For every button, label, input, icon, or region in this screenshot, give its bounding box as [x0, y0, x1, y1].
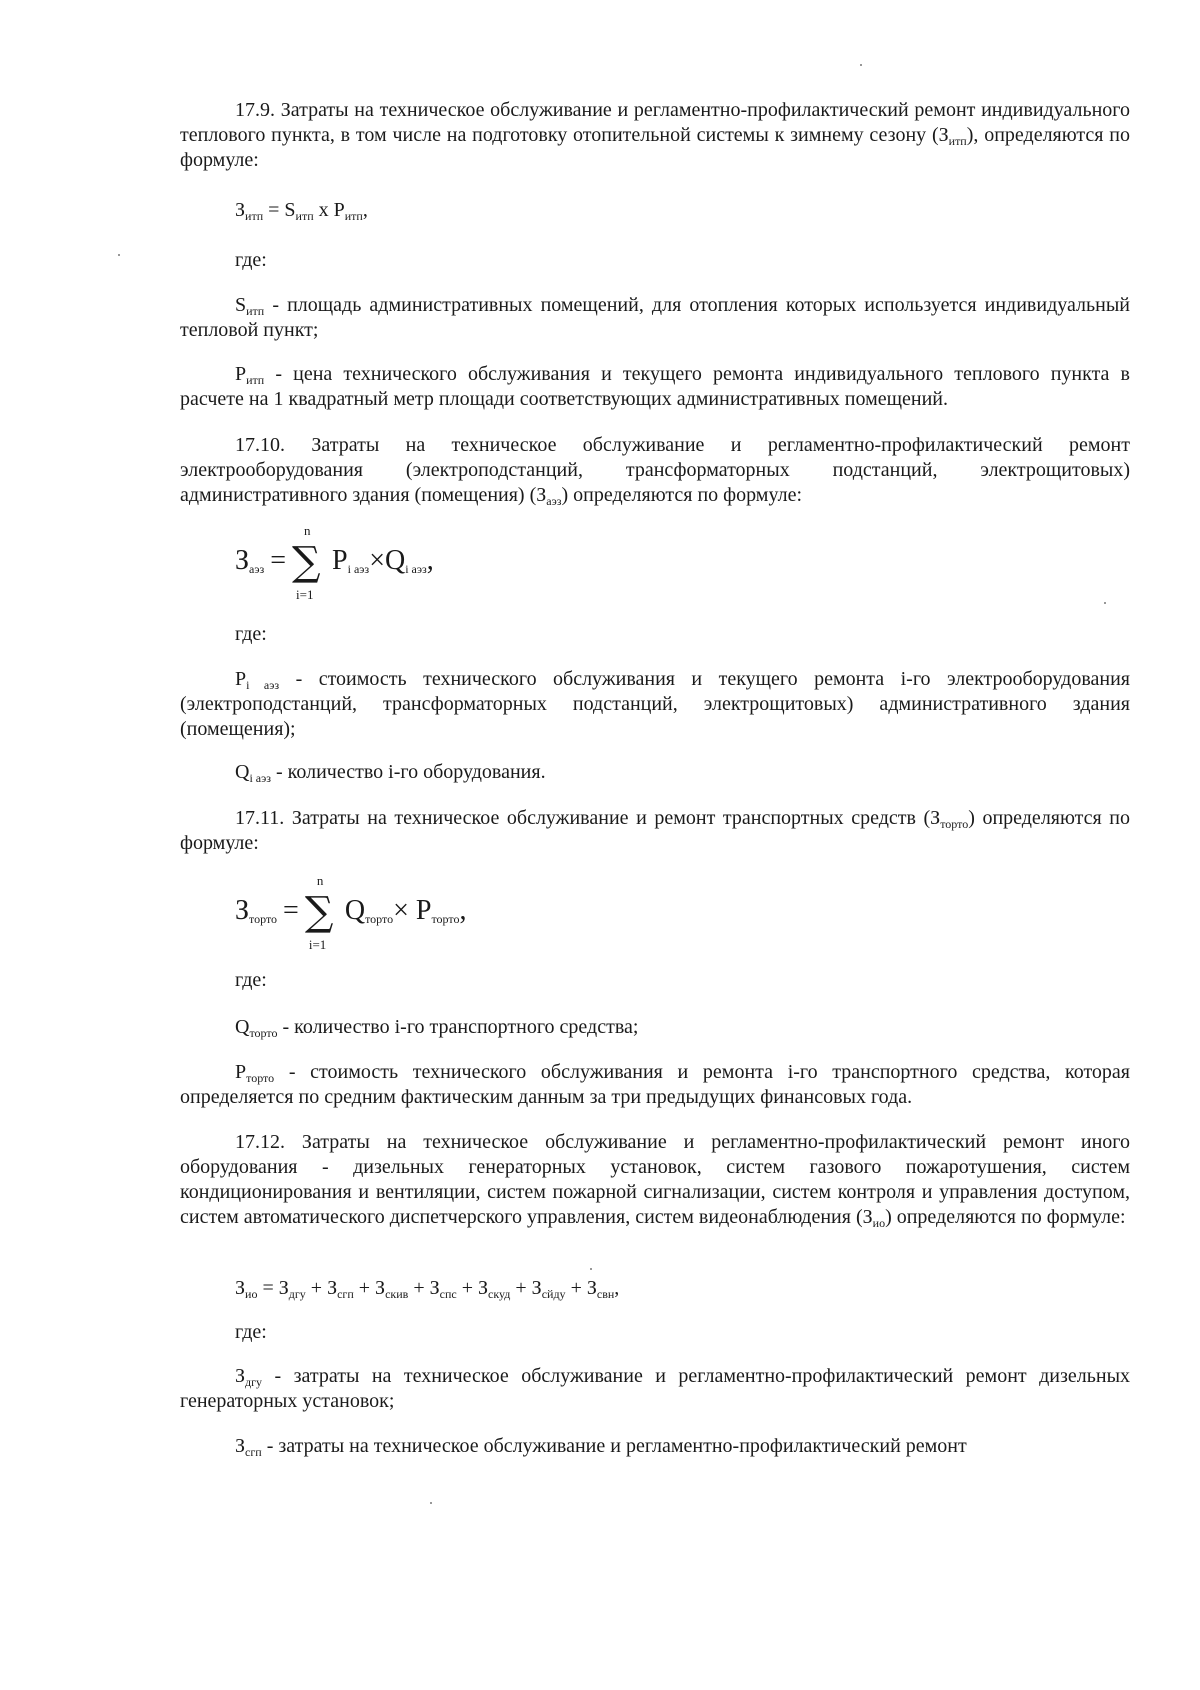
definition-p-torto: $P_{торто}$ - стоимость технического обслуживания и ремонта i-го транспортного средства, которая определяется по средним фактическим данным за три предыдущих финансовых года.	[180, 1061, 1130, 1108]
definition-q-aez: $Q_{i аэз}$ - количество i-го оборудования.	[235, 761, 546, 785]
paragraph-17-10	[180, 433, 1130, 508]
formula-io: $З_{ио} = З_{дгу} + З_{сгп} + З_{скив} + З_{спс} + З_{скуд} + З_{сйду} + З_{свн}$,	[235, 1277, 620, 1301]
subscript: итп	[948, 134, 967, 148]
paragraph-text: ) определяются по формуле:	[561, 484, 802, 506]
definition-z-sgp: $З_{сгп}$ - затраты на техническое обслуживание и регламентно-профилактический ремонт	[235, 1435, 967, 1459]
scan-speck	[860, 64, 862, 66]
formula-aez: $З_{аэз}$ = n ∑ i=1 $P_{i аэз}\times Q_{i аэз}$,	[235, 523, 434, 602]
paragraph-text: ), определяются по формуле:	[180, 124, 1131, 171]
sum-sign: n ∑ i=1	[292, 523, 321, 602]
paragraph-17-12	[180, 1130, 1130, 1230]
sum-sign: n ∑ i=1	[304, 873, 334, 952]
definition-q-torto: $Q_{торто}$ - количество i-го транспортного средства;	[235, 1016, 639, 1040]
subscript: торто	[940, 817, 969, 831]
formula-torto: $З_{торто}$ = n ∑ i=1 $Q_{торто}\times P_{торто}$,	[235, 873, 467, 952]
definition-s-itp: $S_{итп}$ - площадь административных помещений, для отопления которых используется индивидуальный тепловой пункт;	[180, 294, 1130, 341]
paragraph-text: 17.11. Затраты на техническое обслуживание и ремонт транспортных средств (З	[235, 807, 941, 829]
paragraph-text: 17.12. Затраты на техническое обслуживание и регламентно-профилактический ремонт иного оборудования - дизельных генераторных установок, систем газового пожаротушения, систем кондиционирования и вентиляции, систем пожарной сигнализации, систем контроля и управления доступом, систем автоматического диспетчерского управления, систем видеонаблюдения (З	[180, 1131, 1130, 1228]
scan-speck	[430, 1502, 432, 1504]
paragraph-text: ) определяются по формуле:	[180, 807, 1130, 854]
definition-z-dgu: $З_{дгу}$ - затраты на техническое обслуживание и регламентно-профилактический ремонт дизельных генераторных установок;	[180, 1365, 1130, 1412]
subscript: аэз	[546, 494, 562, 508]
where-label: где:	[235, 1321, 267, 1343]
where-label: где:	[235, 623, 267, 645]
formula-itp: $З_{итп} = S_{итп}$ x $P_{итп}$,	[235, 199, 368, 223]
scan-speck	[590, 1268, 592, 1270]
paragraph-text: 17.10. Затраты на техническое обслуживание и регламентно-профилактический ремонт электрооборудования (электроподстанций, трансформаторных подстанций, электрощитовых) административного здания (помещения) (З	[180, 434, 1130, 506]
paragraph-text: ) определяются по формуле:	[885, 1206, 1126, 1228]
scan-speck	[1104, 602, 1106, 604]
definition-p-itp: $P_{итп}$ - цена технического обслуживания и текущего ремонта индивидуального теплового пункта в расчете на 1 квадратный метр площади соответствующих административных помещений.	[180, 363, 1130, 410]
where-label: где:	[235, 249, 267, 271]
where-label: где:	[235, 969, 267, 991]
paragraph-text: 17.9. Затраты на техническое обслуживание и регламентно-профилактический ремонт индивидуального теплового пункта, в том числе на подготовку отопительной системы к зимнему сезону (З	[180, 99, 1130, 146]
paragraph-17-9	[180, 98, 1130, 173]
scan-speck	[118, 254, 120, 256]
definition-p-aez: $P_{i аэз}$ - стоимость технического обслуживания и текущего ремонта i-го электрооборудования (электроподстанций, трансформаторных подстанций, электрощитовых) административного здания (помещения);	[180, 668, 1130, 740]
paragraph-17-11	[180, 806, 1130, 856]
subscript: ио	[872, 1216, 886, 1230]
